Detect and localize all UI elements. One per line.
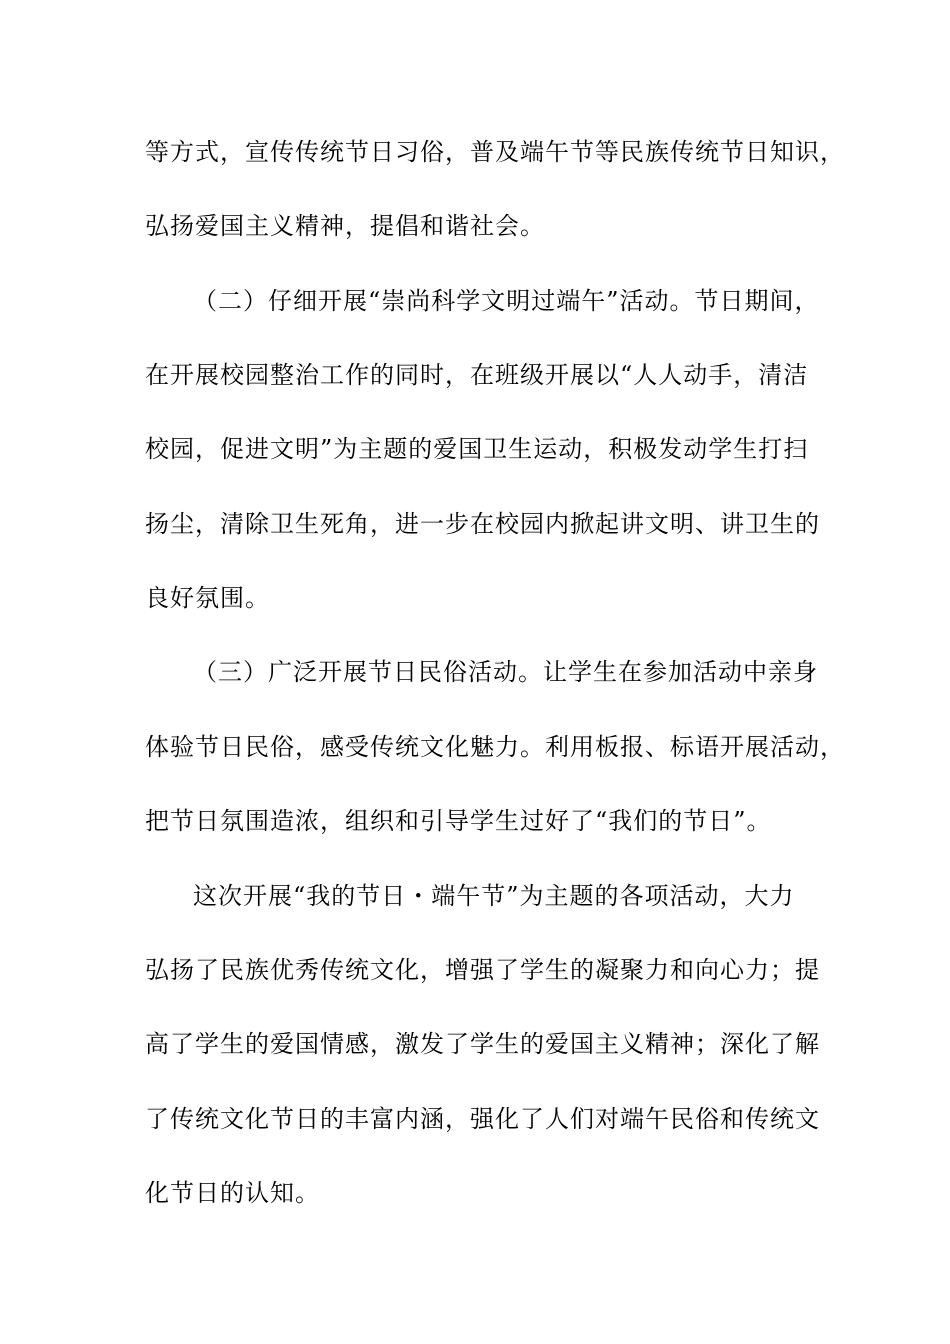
paragraph-line: 弘扬了民族优秀传统文化，增强了学生的凝聚力和向心力；提 — [145, 956, 820, 984]
paragraph-line: 体验节日民俗，感受传统文化魅力。利用板报、标语开展活动， — [145, 733, 845, 761]
paragraph-line: 了传统文化节日的丰富内涵，强化了人们对端午民俗和传统文 — [145, 1105, 820, 1133]
paragraph-line: 等方式，宣传传统节日习俗，普及端午节等民族传统节日知识， — [145, 138, 845, 166]
paragraph-line: （二）仔细开展“崇尚科学文明过端午”活动。节日期间， — [193, 287, 820, 315]
paragraph-line: （三）广泛开展节日民俗活动。让学生在参加活动中亲身 — [193, 658, 818, 686]
paragraph-line: 在开展校园整治工作的同时，在班级开展以“人人动手，清洁 — [145, 361, 809, 389]
paragraph-line: 高了学生的爱国情感，激发了学生的爱国主义精神；深化了解 — [145, 1030, 820, 1058]
paragraph-line: 这次开展“我的节日・端午节”为主题的各项活动，大力 — [193, 882, 795, 910]
paragraph-line: 良好氛围。 — [145, 584, 270, 612]
paragraph-line: 扬尘，清除卫生死角，进一步在校园内掀起讲文明、讲卫生的 — [145, 510, 820, 538]
paragraph-line: 校园，促进文明”为主题的爱国卫生运动，积极发动学生打扫 — [145, 435, 809, 463]
paragraph-line: 弘扬爱国主义精神，提倡和谐社会。 — [145, 212, 545, 240]
paragraph-line: 化节日的认知。 — [145, 1179, 320, 1207]
paragraph-line: 把节日氛围造浓，组织和引导学生过好了“我们的节日”。 — [145, 807, 772, 835]
